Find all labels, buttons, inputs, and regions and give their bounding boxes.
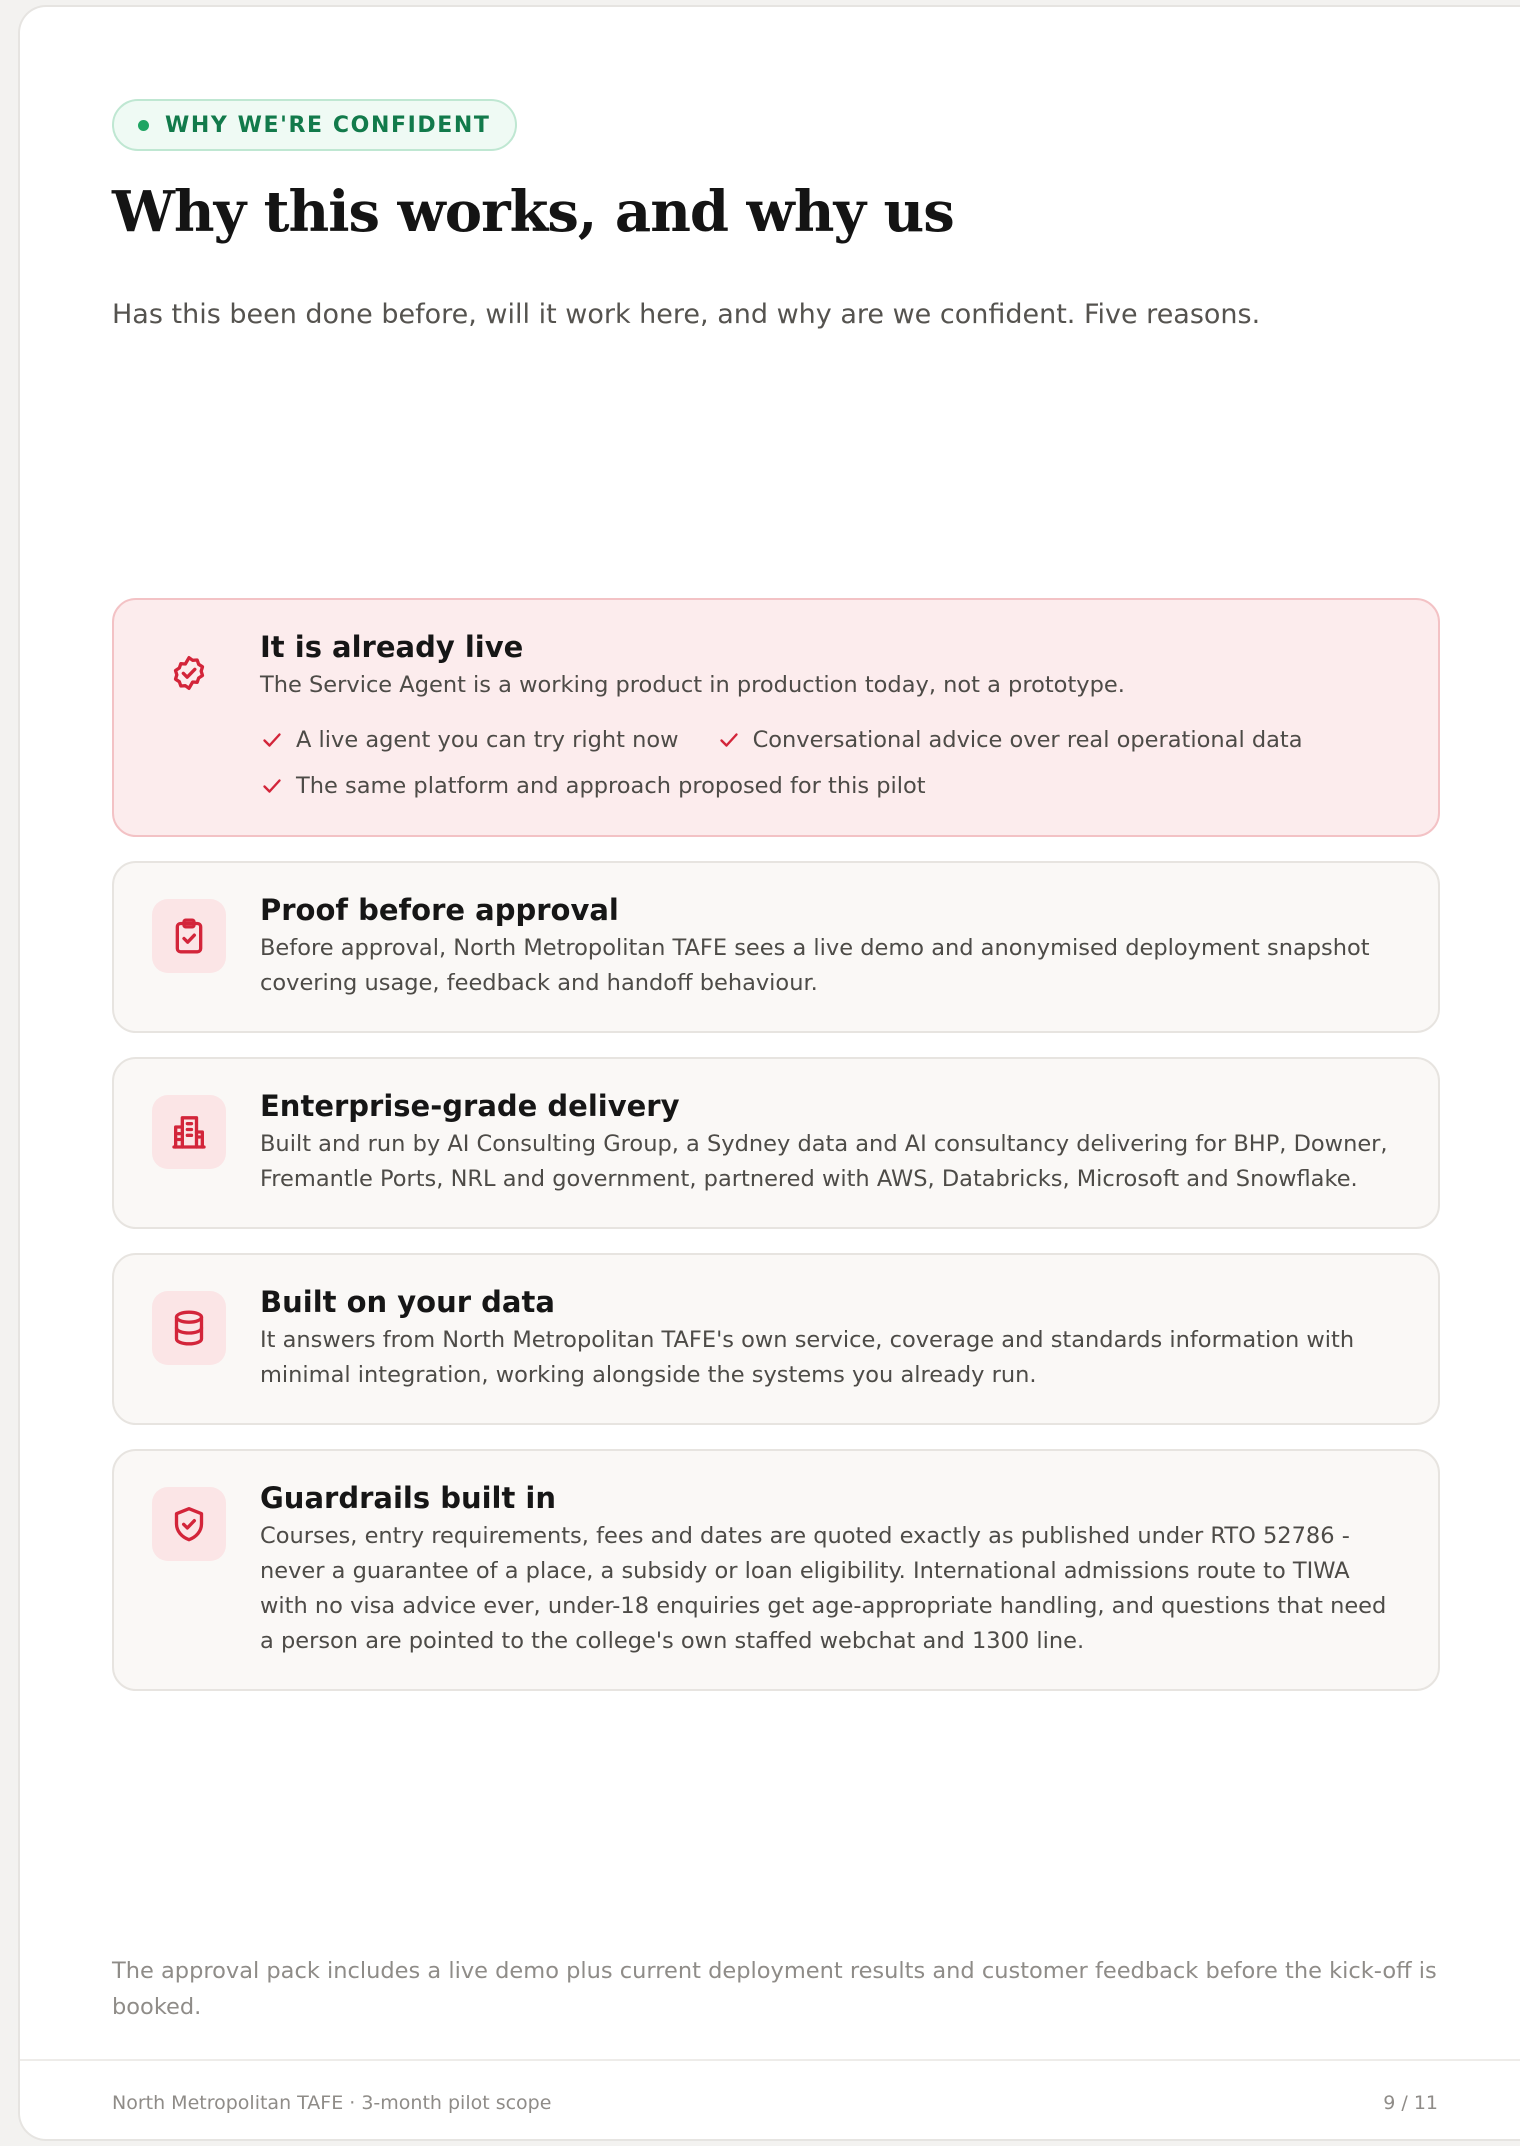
checklist-item: A live agent you can try right now	[260, 721, 679, 759]
building-icon	[152, 1095, 226, 1169]
reason-card-proof-before-approval	[112, 861, 1440, 1033]
reason-card-already-live	[112, 598, 1440, 837]
card-title: Guardrails built in	[260, 1481, 557, 1515]
checklist-item: Conversational advice over real operational data	[717, 721, 1303, 759]
card-title: Enterprise-grade delivery	[260, 1089, 680, 1123]
card-title: Built on your data	[260, 1285, 555, 1319]
card-title: It is already live	[260, 630, 524, 664]
card-text: Built and run by AI Consulting Group, a Sydney data and AI consultancy delivering for BHP, Downer, Fremantle Ports, NRL and government, partnered with AWS, Databricks, Microsoft and Snowflake.	[260, 1131, 1388, 1192]
card-text: Courses, entry requirements, fees and dates are quoted exactly as published under RTO 52786 - never a guarantee of a place, a subsidy or loan eligibility. International admissions route to TIWA with no visa advice ever, under-18 enquiries get age-appropriate handling, and questions that need a person are pointed to the college's own staffed webchat and 1300 line.	[260, 1523, 1387, 1654]
clipboard-check-icon	[152, 899, 226, 973]
page-title: Why this works, and why us	[112, 179, 954, 245]
badge-check-icon	[152, 636, 226, 710]
database-icon	[152, 1291, 226, 1365]
shield-check-icon	[152, 1487, 226, 1561]
reasons-list	[112, 598, 1440, 1715]
slide-page	[18, 5, 1520, 2141]
checklist-item: The same platform and approach proposed for this pilot	[260, 767, 926, 805]
footer-divider	[20, 2059, 1520, 2061]
card-title: Proof before approval	[260, 893, 619, 927]
page-subtitle: Has this been done before, will it work here, and why are we confident. Five reasons.	[112, 299, 1261, 330]
checkmark-icon	[260, 728, 284, 752]
card-text: The Service Agent is a working product in production today, not a prototype.	[260, 672, 1125, 698]
reason-card-enterprise-delivery	[112, 1057, 1440, 1229]
checkmark-icon	[717, 728, 741, 752]
footer-document-label: North Metropolitan TAFE · 3-month pilot scope	[112, 2092, 552, 2114]
reason-card-guardrails	[112, 1449, 1440, 1691]
page-number: 9 / 11	[1383, 2092, 1438, 2114]
checkmark-icon	[260, 774, 284, 798]
feature-checklist	[260, 721, 1398, 805]
eyebrow-badge	[112, 99, 517, 151]
reason-card-built-on-your-data	[112, 1253, 1440, 1425]
eyebrow-label: WHY WE'RE CONFIDENT	[165, 112, 491, 138]
card-text: It answers from North Metropolitan TAFE's own service, coverage and standards information with minimal integration, working alongside the systems you already run.	[260, 1327, 1355, 1388]
closing-note: The approval pack includes a live demo plus current deployment results and customer feedback before the kick-off is booked.	[112, 1958, 1437, 2020]
status-dot-icon	[138, 120, 149, 131]
card-text: Before approval, North Metropolitan TAFE sees a live demo and anonymised deployment snapshot covering usage, feedback and handoff behaviour.	[260, 935, 1370, 996]
